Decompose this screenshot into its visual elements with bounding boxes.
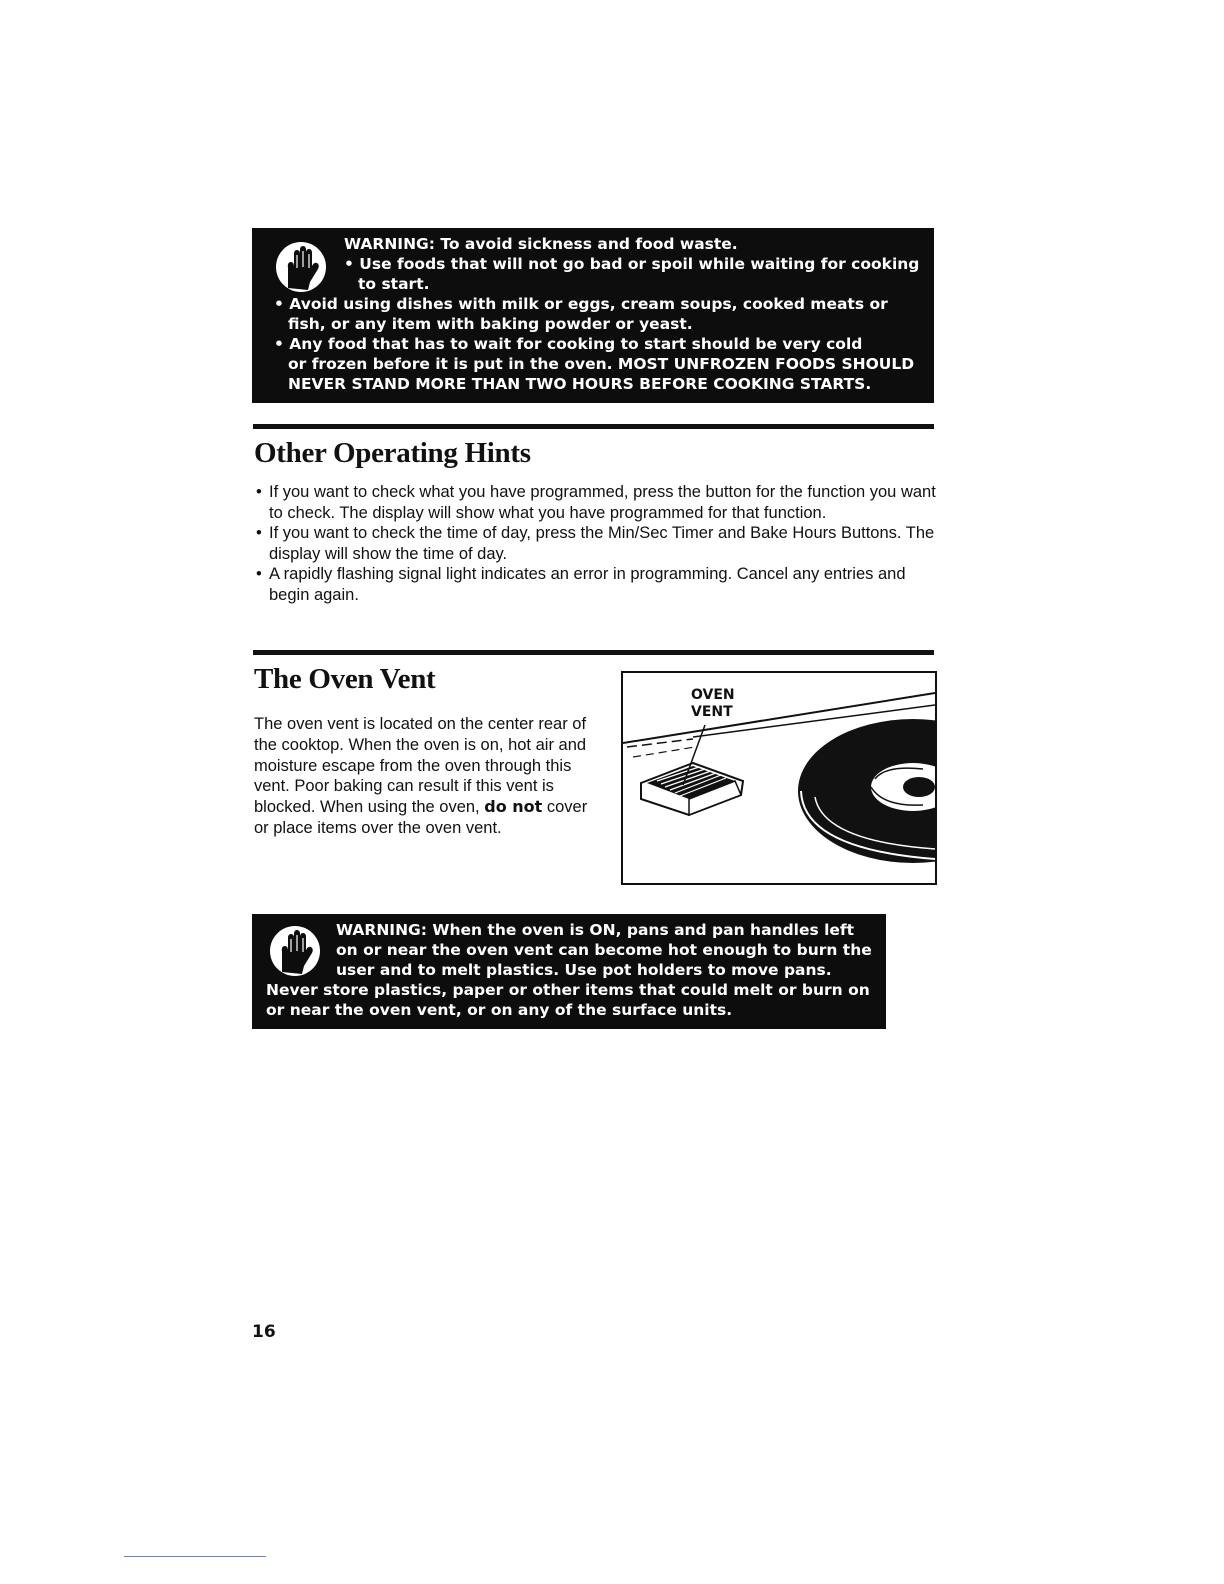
warning-line: Never store plastics, paper or other items that could melt or burn on	[266, 981, 870, 999]
cooktop-drawing	[623, 673, 935, 883]
hand-stop-icon	[268, 922, 322, 980]
warning-box-food-safety	[252, 228, 934, 403]
footer-divider	[124, 1556, 266, 1557]
section-rule	[253, 424, 934, 429]
paragraph-text: cover or place items over the oven vent.	[254, 798, 588, 837]
warning-line: WARNING: When the oven is ON, pans and pan handles left	[336, 921, 855, 939]
warning-line: or near the oven vent, or on any of the surface units.	[266, 1001, 733, 1019]
oven-vent-paragraph	[254, 714, 599, 839]
warning-line: WARNING: To avoid sickness and food waste.	[344, 235, 738, 253]
hints-list	[256, 482, 936, 605]
list-item: • If you want to check the time of day, press the Min/Sec Timer and Bake Hours Buttons. The display will show the time of day.	[256, 523, 936, 564]
list-item: • A rapidly flashing signal light indicates an error in programming. Cancel any entries and begin again.	[256, 564, 936, 605]
paragraph-text: The oven vent is located on the center rear of the cooktop. When the oven is on, hot air and moisture escape from the oven through this vent. Poor baking can result if this vent is blocked. When using the oven,	[254, 715, 587, 817]
section-heading-oven-vent: The Oven Vent	[254, 663, 436, 695]
figure-label: OVEN	[691, 687, 735, 703]
warning-line: on or near the oven vent can become hot enough to burn the	[336, 941, 872, 959]
page-number: 16	[252, 1322, 276, 1342]
warning-line: or frozen before it is put in the oven. MOST UNFROZEN FOODS SHOULD	[288, 355, 915, 373]
warning-line: to start.	[358, 275, 430, 293]
section-rule	[253, 650, 934, 655]
warning-line: fish, or any item with baking powder or yeast.	[288, 315, 693, 333]
list-item: • If you want to check what you have programmed, press the button for the function you want to check. The display will show what you have programmed for that function.	[256, 482, 936, 523]
section-heading-hints: Other Operating Hints	[254, 437, 531, 469]
emphasis-text: do not	[484, 797, 543, 817]
oven-vent-illustration	[621, 671, 937, 885]
warning-line: • Use foods that will not go bad or spoil while waiting for cooking	[344, 255, 920, 273]
warning-box-oven-vent	[252, 914, 886, 1029]
warning-line: NEVER STAND MORE THAN TWO HOURS BEFORE COOKING STARTS.	[288, 375, 872, 393]
hand-stop-icon	[274, 238, 328, 296]
warning-line: user and to melt plastics. Use pot holders to move pans.	[336, 961, 832, 979]
figure-label: VENT	[691, 704, 733, 720]
warning-line: • Any food that has to wait for cooking to start should be very cold	[274, 335, 863, 353]
warning-line: • Avoid using dishes with milk or eggs, cream soups, cooked meats or	[274, 295, 888, 313]
